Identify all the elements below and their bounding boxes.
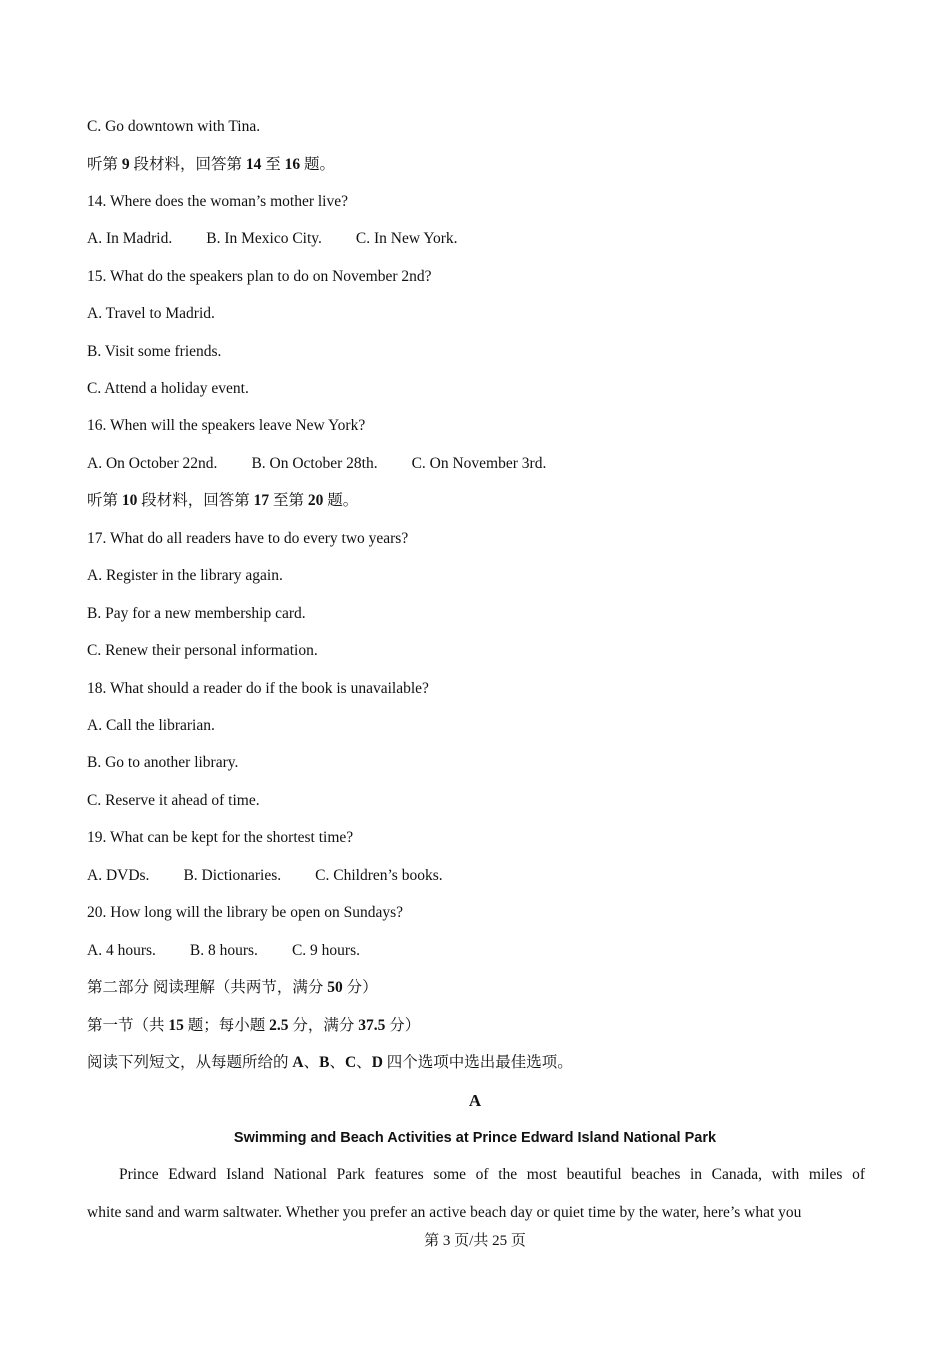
option-a: A. DVDs. bbox=[87, 867, 150, 884]
option-b: B. Dictionaries. bbox=[183, 867, 282, 884]
option-b: B. 8 hours. bbox=[189, 942, 258, 959]
question-18-option-c: C. Reserve it ahead of time. bbox=[87, 792, 260, 809]
option-a: A. In Madrid. bbox=[87, 230, 173, 247]
section-10-instruction: 听第 10 段材料，回答第 17 至第 20 题。 bbox=[87, 492, 359, 509]
option-a: A. 4 hours. bbox=[87, 942, 156, 959]
question-19-options bbox=[87, 866, 443, 886]
option-c: C. On November 3rd. bbox=[411, 455, 547, 472]
question-15-option-a: A. Travel to Madrid. bbox=[87, 305, 215, 322]
option-c: C. 9 hours. bbox=[291, 942, 360, 959]
question-15-option-b: B. Visit some friends. bbox=[87, 343, 222, 360]
passage-line-2: white sand and warm saltwater. Whether you prefer an active beach day or quiet time by the water, here’s what you bbox=[87, 1204, 802, 1221]
question-14-options bbox=[87, 229, 458, 249]
section-1-heading: 第一节（共 15 题；每小题 2.5 分，满分 37.5 分） bbox=[87, 1017, 421, 1034]
q13-option-c: C. Go downtown with Tina. bbox=[87, 118, 261, 135]
question-16: 16. When will the speakers leave New York? bbox=[87, 417, 366, 434]
page-footer: 第 3 页/共 25 页 bbox=[424, 1233, 526, 1249]
question-17: 17. What do all readers have to do every two years? bbox=[87, 530, 409, 547]
passage-line-1: Prince Edward Island National Park features some of the most beautiful beaches in Canada, with miles of bbox=[119, 1166, 865, 1183]
question-18-option-a: A. Call the librarian. bbox=[87, 717, 215, 734]
question-15: 15. What do the speakers plan to do on November 2nd? bbox=[87, 268, 432, 285]
question-17-option-c: C. Renew their personal information. bbox=[87, 642, 318, 659]
question-17-option-b: B. Pay for a new membership card. bbox=[87, 605, 306, 622]
question-19: 19. What can be kept for the shortest time? bbox=[87, 829, 354, 846]
question-15-option-c: C. Attend a holiday event. bbox=[87, 380, 249, 397]
question-20-options bbox=[87, 941, 360, 961]
part-2-heading: 第二部分 阅读理解（共两节，满分 50 分） bbox=[87, 979, 378, 996]
reading-instruction: 阅读下列短文，从每题所给的 A、B、C、D 四个选项中选出最佳选项。 bbox=[87, 1054, 573, 1071]
passage-title: Swimming and Beach Activities at Prince Edward Island National Park bbox=[233, 1130, 717, 1146]
passage-letter: A bbox=[468, 1091, 482, 1110]
question-14: 14. Where does the woman’s mother live? bbox=[87, 193, 348, 210]
option-c: C. In New York. bbox=[355, 230, 458, 247]
option-c: C. Children’s books. bbox=[315, 867, 443, 884]
question-17-option-a: A. Register in the library again. bbox=[87, 567, 283, 584]
option-b: B. In Mexico City. bbox=[206, 230, 322, 247]
option-b: B. On October 28th. bbox=[251, 455, 378, 472]
question-20: 20. How long will the library be open on Sundays? bbox=[87, 904, 403, 921]
section-9-instruction: 听第 9 段材料，回答第 14 至 16 题。 bbox=[87, 156, 336, 173]
question-18-option-b: B. Go to another library. bbox=[87, 754, 239, 771]
option-a: A. On October 22nd. bbox=[87, 455, 218, 472]
question-18: 18. What should a reader do if the book is unavailable? bbox=[87, 680, 429, 697]
question-16-options bbox=[87, 454, 546, 474]
